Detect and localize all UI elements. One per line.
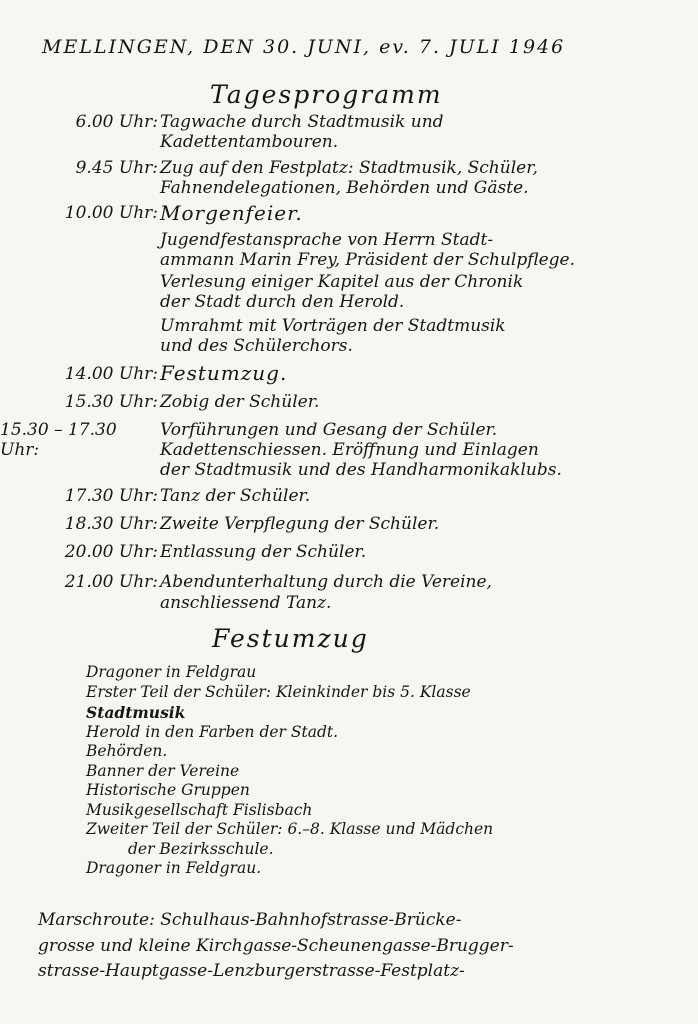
schedule-entry xyxy=(0,542,698,562)
schedule-time: 17.30 Uhr: xyxy=(64,486,158,506)
schedule-time: 20.00 Uhr: xyxy=(64,542,158,562)
parade-item: Erster Teil der Schüler: Kleinkinder bis 5. Klasse xyxy=(86,683,471,701)
schedule-entry xyxy=(0,392,698,412)
header-date-line: MELLINGEN, DEN 30. JUNI, ev. 7. JULI 1946 xyxy=(42,36,566,58)
schedule-time: 14.00 Uhr: xyxy=(64,364,158,384)
route-line: grosse und kleine Kirchgasse-Scheunengasse-Brugger- xyxy=(38,936,514,956)
parade-item: Herold in den Farben der Stadt. xyxy=(86,723,339,741)
parade-item: Historische Gruppen xyxy=(86,781,250,799)
schedule-text: Tanz der Schüler. xyxy=(160,486,311,506)
schedule-entry xyxy=(0,158,698,198)
program-title: Tagesprogramm xyxy=(210,80,443,109)
schedule-text: Abendunterhaltung durch die Vereine, xyxy=(160,572,492,592)
schedule-text: Umrahmt mit Vorträgen der Stadtmusik xyxy=(160,316,506,336)
schedule-time: 15.30 – 17.30 Uhr: xyxy=(0,420,117,460)
schedule-text: Festumzug. xyxy=(160,361,288,385)
schedule-text: und des Schülerchors. xyxy=(160,336,353,356)
route-line: Marschroute: Schulhaus-Bahnhofstrasse-Brücke- xyxy=(38,910,462,930)
schedule-text: Vorführungen und Gesang der Schüler. xyxy=(160,420,498,440)
schedule-time: 21.00 Uhr: xyxy=(64,572,158,592)
schedule-time: 15.30 Uhr: xyxy=(64,392,158,412)
schedule-entry xyxy=(0,361,698,385)
route-line: strasse-Hauptgasse-Lenzburgerstrasse-Festplatz- xyxy=(38,961,465,981)
schedule-text: anschliessend Tanz. xyxy=(160,593,332,613)
parade-item: Musikgesellschaft Fislisbach xyxy=(86,801,313,819)
schedule-time: 6.00 Uhr: xyxy=(75,112,158,132)
parade-title: Festumzug xyxy=(212,624,369,653)
schedule-text: Zweite Verpflegung der Schüler. xyxy=(160,514,440,534)
schedule-text: Tagwache durch Stadtmusik und xyxy=(160,112,444,132)
parade-item: Zweiter Teil der Schüler: 6.–8. Klasse und Mädchen xyxy=(86,820,494,838)
schedule-text: Zobig der Schüler. xyxy=(160,392,320,412)
schedule-text: Entlassung der Schüler. xyxy=(160,542,367,562)
parade-item: der Bezirksschule. xyxy=(128,840,274,858)
schedule-text: ammann Marin Frey, Präsident der Schulpflege. xyxy=(160,250,575,270)
schedule-entry xyxy=(0,514,698,534)
schedule-entry xyxy=(0,112,698,152)
schedule-time: 18.30 Uhr: xyxy=(64,514,158,534)
parade-item: Dragoner in Feldgrau xyxy=(86,663,257,681)
schedule-text: der Stadt durch den Herold. xyxy=(160,292,405,312)
parade-item: Stadtmusik xyxy=(86,703,186,722)
schedule-entry xyxy=(0,420,698,480)
parade-item: Dragoner in Feldgrau. xyxy=(86,859,262,877)
schedule-time: 10.00 Uhr: xyxy=(64,203,158,223)
parade-item: Banner der Vereine xyxy=(86,762,240,780)
schedule-text: der Stadtmusik und des Handharmonikaklubs. xyxy=(160,460,562,480)
schedule-text: Verlesung einiger Kapitel aus der Chronik xyxy=(160,272,524,292)
schedule-text: Fahnendelegationen, Behörden und Gäste. xyxy=(160,178,529,198)
schedule-entry xyxy=(0,201,698,356)
schedule-text: Jugendfestansprache von Herrn Stadt- xyxy=(160,230,494,250)
schedule-entry xyxy=(0,572,698,613)
parade-item: Behörden. xyxy=(86,742,168,760)
schedule-text: Morgenfeier. xyxy=(160,201,303,225)
schedule-text: Zug auf den Festplatz: Stadtmusik, Schüler, xyxy=(160,158,538,178)
schedule-time: 9.45 Uhr: xyxy=(75,158,158,178)
schedule-entry xyxy=(0,486,698,506)
schedule-text: Kadettentambouren. xyxy=(160,132,339,152)
schedule-text: Kadettenschiessen. Eröffnung und Einlagen xyxy=(160,440,539,460)
